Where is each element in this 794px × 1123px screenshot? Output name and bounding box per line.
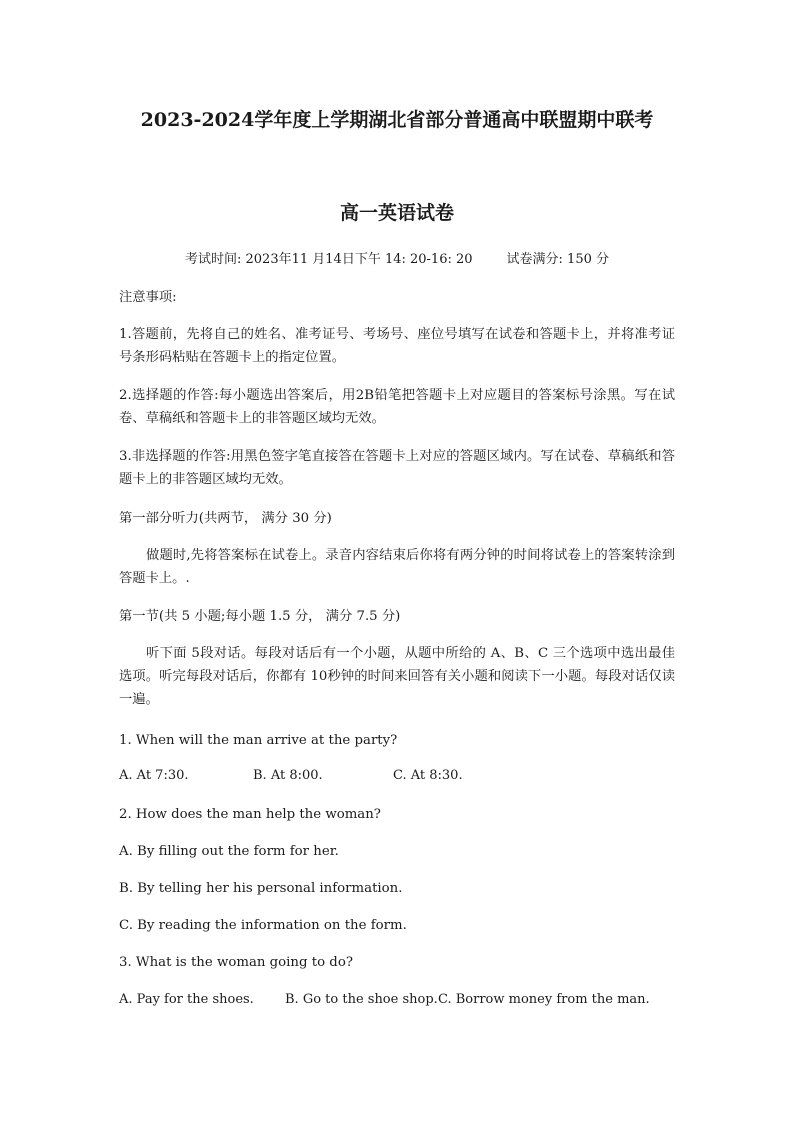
note-item-3: 3.非选择题的作答:用黑色签字笔直接答在答题卡上对应的答题区域内。写在试卷、草稿纸和答题卡上的非答题区域均无效。: [119, 449, 675, 487]
question-2-stem: 2. How does the man help the woman?: [119, 807, 381, 822]
option-2c: C. By reading the information on the form.: [119, 918, 407, 933]
part1-instruction: 做题时,先将答案标在试卷上。录音内容结束后你将有两分钟的时间将试卷上的答案转涂到答题卡上。.: [119, 548, 675, 586]
section1-heading: 第一节(共 5 小题;每小题 1.5 分， 满分 7.5 分): [119, 609, 401, 624]
exam-title: 2023-2024学年度上学期湖北省部分普通高中联盟期中联考: [140, 109, 654, 131]
option-3b: B. Go to the shoe shop.: [285, 992, 438, 1007]
option-1c: C. At 8:30.: [393, 768, 463, 783]
exam-info-line: [0, 250, 794, 270]
option-2a: A. By filling out the form for her.: [119, 844, 339, 859]
option-1a: A. At 7:30.: [119, 768, 189, 783]
exam-time: 考试时间: 2023年11 月14日下午 14: 20-16: 20: [185, 252, 473, 267]
option-3c: C. Borrow money from the man.: [438, 992, 650, 1007]
note-item-2: 2.选择题的作答:每小题选出答案后，用2B铅笔把答题卡上对应题目的答案标号涂黑。写在试卷、草稿纸和答题卡上的非答题区域均无效。: [119, 388, 675, 426]
option-2b: B. By telling her his personal information.: [119, 881, 403, 896]
full-score: 试卷满分: 150 分: [506, 252, 609, 267]
question-1-stem: 1. When will the man arrive at the party?: [119, 733, 398, 748]
part1-heading: 第一部分听力(共两节， 满分 30 分): [119, 511, 332, 526]
note-item-1: 1.答题前，先将自己的姓名、准考证号、考场号、座位号填写在试卷和答题卡上，并将准考证号条形码粘贴在答题卡上的指定位置。: [119, 327, 675, 365]
notes-heading: 注意事项:: [119, 290, 177, 305]
section1-instruction: 听下面 5段对话。每段对话后有一个小题，从题中所给的 A、B、C 三个选项中选出最佳选项。听完每段对话后，你都有 10秒钟的时间来回答有关小题和阅读下一小题。每段对话仅读一遍。: [119, 646, 675, 707]
exam-subtitle: 高一英语试卷: [339, 202, 454, 224]
option-3a: A. Pay for the shoes.: [119, 992, 254, 1007]
question-3-stem: 3. What is the woman going to do?: [119, 955, 353, 970]
option-1b: B. At 8:00.: [253, 768, 323, 783]
